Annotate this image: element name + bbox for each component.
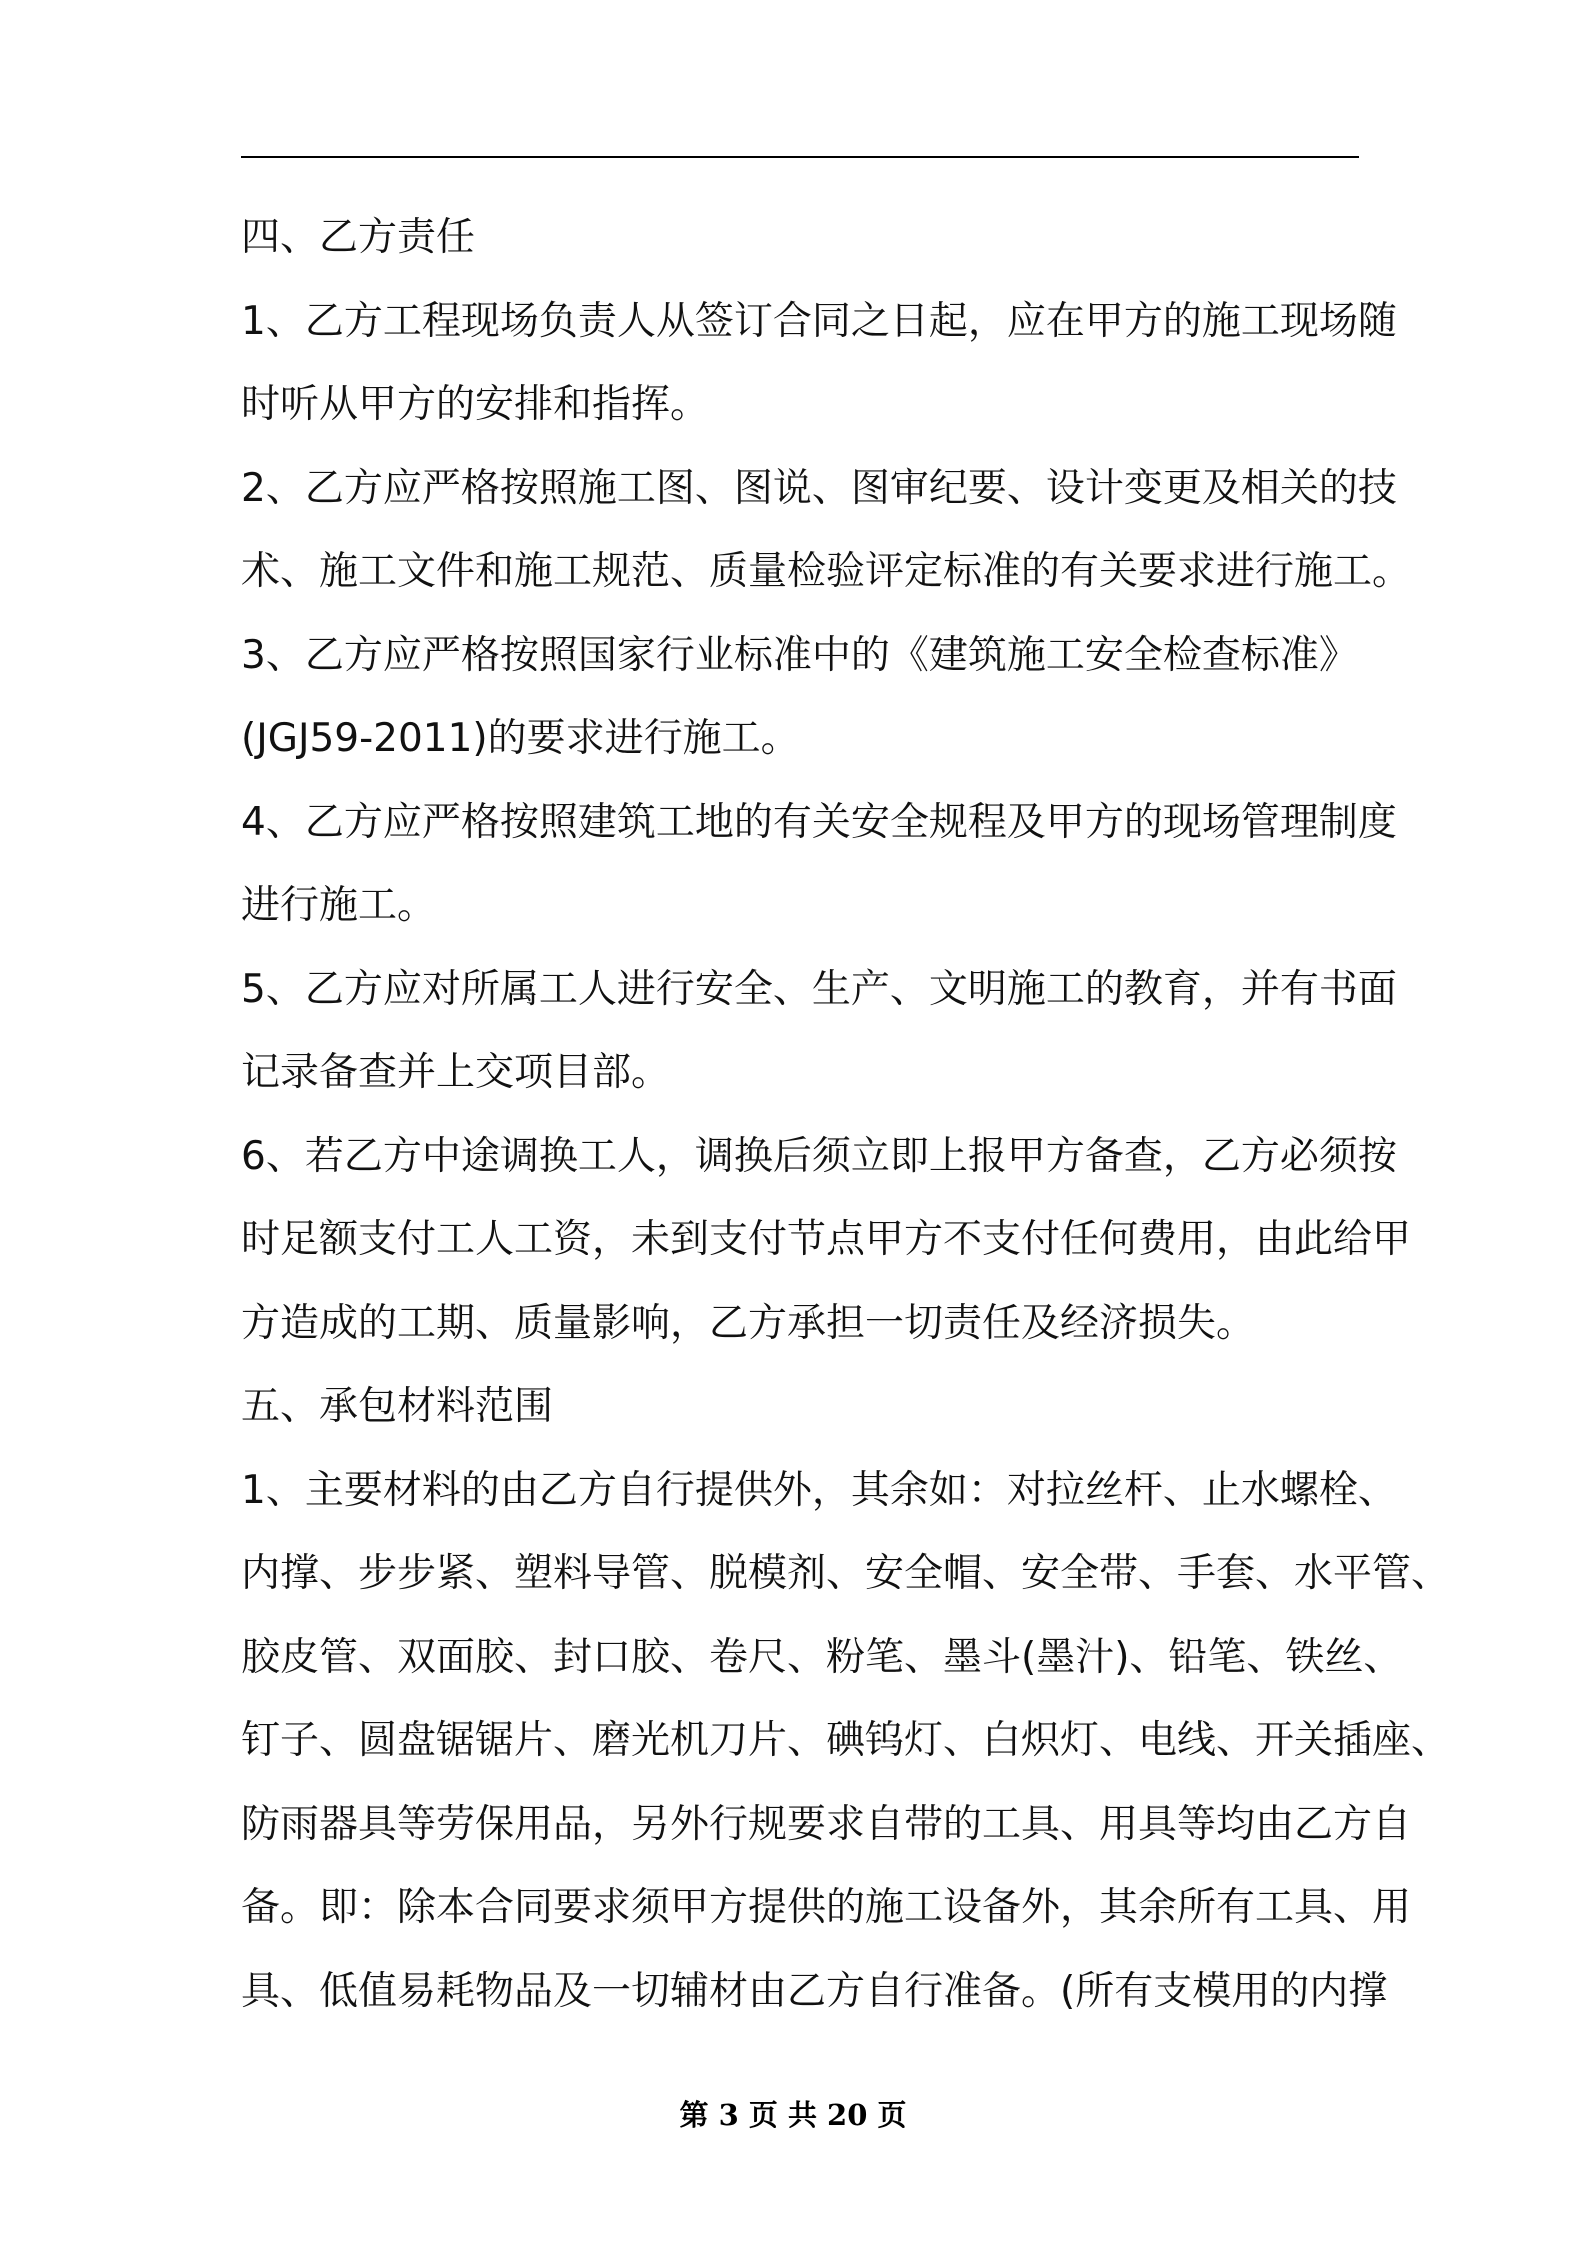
clause-4-5-line-1: 5、乙方应对所属工人进行安全、生产、文明施工的教育，并有书面 (241, 966, 1397, 1012)
clause-4-1-line-2: 时听从甲方的安排和指挥。 (241, 382, 710, 427)
clause-5-1-line-6: 备。即：除本合同要求须甲方提供的施工设备外，其余所有工具、用 (241, 1885, 1412, 1930)
clause-4-6-line-1: 6、若乙方中途调换工人，调换后须立即上报甲方备查，乙方必须按 (241, 1133, 1397, 1179)
clause-5-1-line-2: 内撑、步步紧、塑料导管、脱模剂、安全帽、安全带、手套、水平管、 (241, 1551, 1451, 1596)
clause-4-4-line-2: 进行施工。 (241, 883, 437, 928)
clause-5-1-line-7: 具、低值易耗物品及一切辅材由乙方自行准备。(所有支模用的内撑 (241, 1968, 1388, 2014)
clause-5-1-line-1: 1、主要材料的由乙方自行提供外，其余如：对拉丝杆、止水螺栓、 (241, 1467, 1397, 1513)
clause-4-5-line-2: 记录备查并上交项目部。 (241, 1050, 671, 1095)
clause-4-3-line-1: 3、乙方应严格按照国家行业标准中的《建筑施工安全检查标准》 (241, 632, 1358, 678)
clause-4-3-line-2: (JGJ59-2011)的要求进行施工。 (241, 716, 800, 761)
clause-4-6-line-3: 方造成的工期、质量影响，乙方承担一切责任及经济损失。 (241, 1300, 1256, 1346)
section-heading-5: 五、承包材料范围 (241, 1384, 554, 1429)
clause-5-1-line-4: 钉子、圆盘锯锯片、磨光机刀片、碘钨灯、白炽灯、电线、开关插座、 (241, 1718, 1451, 1763)
document-body (241, 196, 1451, 2033)
clause-4-2-line-2: 术、施工文件和施工规范、质量检验评定标准的有关要求进行施工。 (241, 549, 1412, 594)
clause-4-2-line-1: 2、乙方应严格按照施工图、图说、图审纪要、设计变更及相关的技 (241, 465, 1397, 511)
clause-5-1-line-3: 胶皮管、双面胶、封口胶、卷尺、粉笔、墨斗(墨汁)、铅笔、铁丝、 (241, 1634, 1403, 1680)
clause-4-4-line-1: 4、乙方应严格按照建筑工地的有关安全规程及甲方的现场管理制度 (241, 799, 1397, 845)
section-heading-4: 四、乙方责任 (241, 215, 476, 260)
clause-5-1-line-5: 防雨器具等劳保用品，另外行规要求自带的工具、用具等均由乙方自 (241, 1801, 1412, 1847)
clause-4-1-line-1: 1、乙方工程现场负责人从签订合同之日起，应在甲方的施工现场随 (241, 298, 1397, 344)
clause-4-6-line-2: 时足额支付工人工资，未到支付节点甲方不支付任何费用，由此给甲 (241, 1217, 1412, 1262)
page-number-footer: 第 3 页 共 20 页 (679, 2098, 907, 2132)
header-rule (241, 156, 1359, 158)
